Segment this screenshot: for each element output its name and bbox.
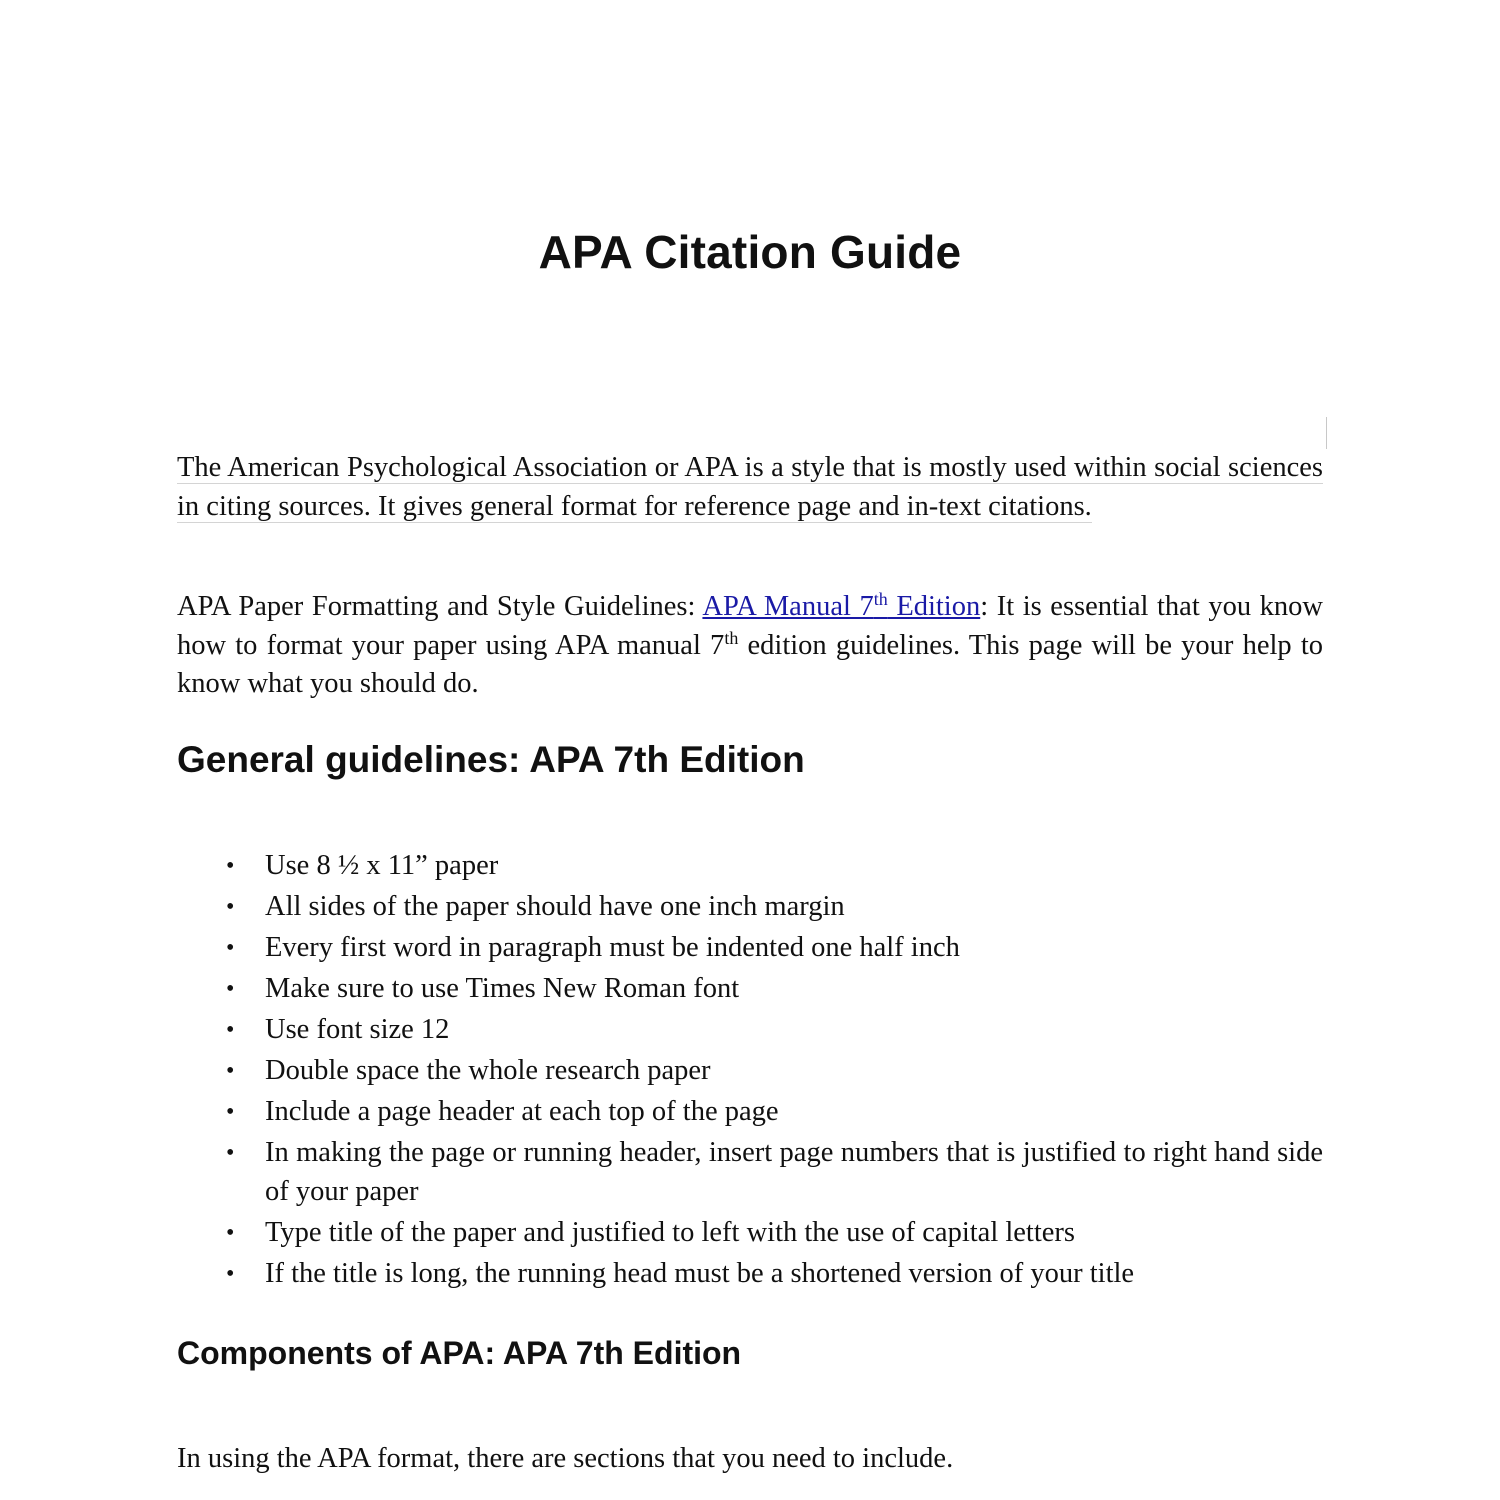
closing-paragraph: In using the APA format, there are sections that you need to include. <box>177 1443 954 1474</box>
list-item <box>177 1052 1323 1091</box>
guidelines-after-sup: th <box>724 627 739 648</box>
list-item <box>177 1093 1323 1132</box>
guidelines-paragraph <box>177 588 1323 704</box>
list-item <box>177 929 1323 968</box>
list-item-text: Every first word in paragraph must be indented one half inch <box>265 932 960 963</box>
intro-paragraph <box>177 449 1323 526</box>
list-item-text: Make sure to use Times New Roman font <box>265 973 740 1004</box>
guidelines-after-link: : It is essential that you know how to format your paper using APA manual 7 <box>177 591 1323 661</box>
list-item-text: Type title of the paper and justified to left with the use of capital letters <box>265 1216 1075 1248</box>
apa-manual-link[interactable] <box>702 591 980 622</box>
bullet-icon: • <box>226 935 235 961</box>
bullet-icon: • <box>226 1140 235 1166</box>
text-cursor-marker <box>1326 417 1327 449</box>
page-title: APA Citation Guide <box>538 226 962 278</box>
list-item-text: If the title is long, the running head must be a shortened version of your title <box>265 1257 1135 1289</box>
guidelines-rest: edition guidelines. This page will be your help to know what you should do. <box>177 629 1323 699</box>
list-item-text: Use 8 ½ x 11” paper <box>265 850 499 881</box>
apa-manual-link-tail: Edition <box>887 591 981 622</box>
bullet-icon: • <box>226 1058 235 1084</box>
guidelines-lead: APA Paper Formatting and Style Guidelines: <box>177 591 703 622</box>
list-item-text: Include a page header at each top of the page <box>265 1096 779 1127</box>
list-item-text: Use font size 12 <box>265 1014 450 1045</box>
components-heading: Components of APA: APA 7th Edition <box>177 1335 742 1371</box>
list-item <box>177 1011 1323 1050</box>
list-item <box>177 970 1323 1009</box>
list-item <box>177 847 1323 886</box>
list-item <box>177 888 1323 927</box>
list-item-text: All sides of the paper should have one inch margin <box>265 891 845 922</box>
bullet-icon: • <box>226 1099 235 1125</box>
bullet-icon: • <box>226 1017 235 1043</box>
bullet-icon: • <box>226 976 235 1002</box>
list-item <box>177 1214 1323 1253</box>
list-item <box>177 1134 1323 1211</box>
general-guidelines-heading: General guidelines: APA 7th Edition <box>177 739 805 780</box>
bullet-icon: • <box>226 1260 235 1287</box>
list-item-text: Double space the whole research paper <box>265 1055 711 1086</box>
guidelines-bullet-list <box>177 847 1323 1296</box>
list-item <box>177 1255 1323 1294</box>
bullet-icon: • <box>226 1219 235 1246</box>
intro-paragraph-text: The American Psychological Association or APA is a style that is mostly used within social sciences in citing sources. It gives general format for reference page and in-text citations. <box>177 452 1323 522</box>
bullet-icon: • <box>226 894 235 920</box>
bullet-icon: • <box>226 853 235 879</box>
list-item-text: In making the page or running header, insert page numbers that is justified to right hand side of your paper <box>265 1137 1323 1207</box>
apa-manual-link-text: APA Manual 7 <box>702 591 874 622</box>
apa-manual-link-sup: th <box>873 589 888 609</box>
